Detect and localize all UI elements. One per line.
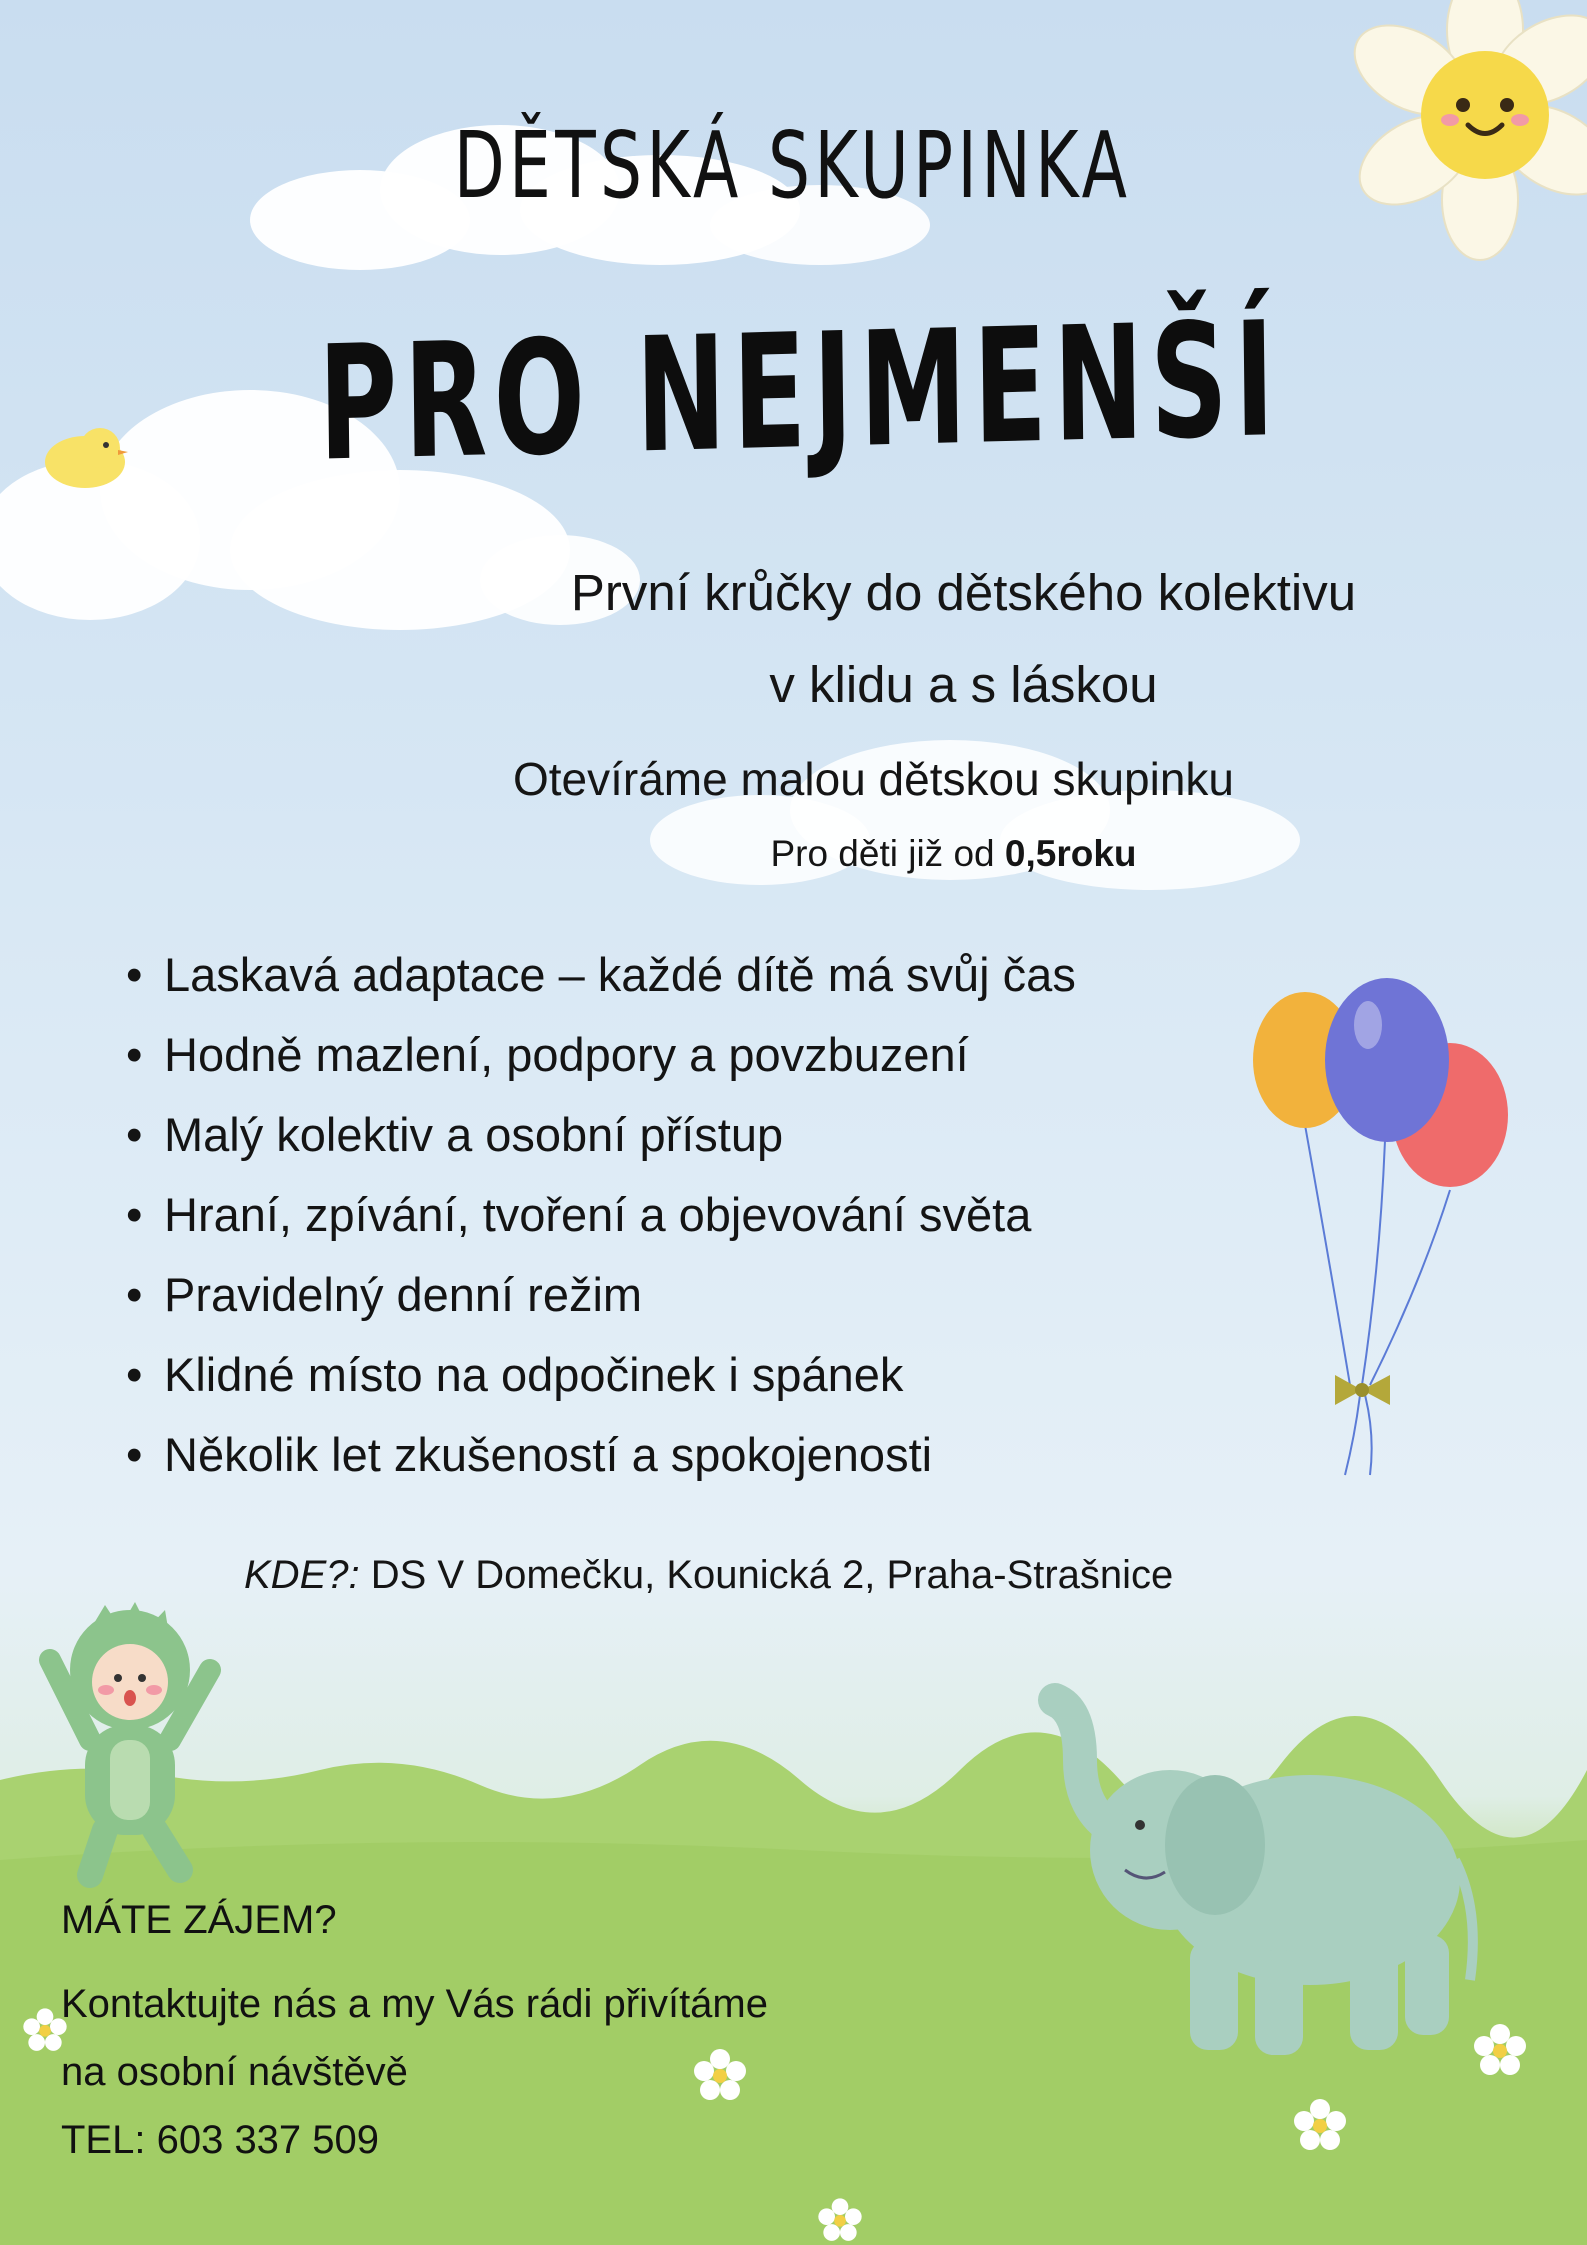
- elephant-icon: [1020, 1680, 1490, 2080]
- balloons-icon: [1250, 965, 1550, 1485]
- feature-item: • Pravidelný denní režim: [126, 1265, 1076, 1345]
- title-small: DĚTSKÁ SKUPINKA: [453, 112, 1132, 219]
- feature-list: [126, 945, 1076, 1505]
- daisy-icon: [1470, 2020, 1530, 2080]
- daisy-icon: [815, 2195, 865, 2245]
- contact-heading: MÁTE ZÁJEM?: [61, 1898, 337, 1942]
- age-value: 0,5roku: [1004, 833, 1137, 874]
- child-dinosaur-icon: [30, 1590, 250, 1880]
- contact-line-1: Kontaktujte nás a my Vás rádi přivítáme: [61, 1982, 768, 2026]
- location-label: KDE?:: [244, 1553, 360, 1597]
- feature-item: • Laskavá adaptace – každé dítě má svůj čas: [126, 945, 1076, 1025]
- feature-item: • Hraní, zpívání, tvoření a objevování světa: [126, 1185, 1076, 1265]
- intro-line-3: Otevíráme malou dětskou skupinku: [512, 753, 1235, 805]
- feature-item: • Hodně mazlení, podpory a povzbuzení: [126, 1025, 1076, 1105]
- feature-item: • Několik let zkušeností a spokojenosti: [126, 1425, 1076, 1505]
- location-line: [244, 1553, 1173, 1598]
- daisy-icon: [1290, 2095, 1350, 2155]
- feature-item: • Klidné místo na odpočinek i spánek: [126, 1345, 1076, 1425]
- location-address: DS V Domečku, Kounická 2, Praha-Strašnice: [359, 1553, 1174, 1597]
- intro-line-2: v klidu a s láskou: [769, 656, 1158, 713]
- sun-flower-icon: [1350, 0, 1587, 240]
- age-prefix: Pro děti již od: [770, 833, 1005, 874]
- feature-item: • Malý kolektiv a osobní přístup: [126, 1105, 1076, 1185]
- contact-line-2: na osobní návštěvě: [61, 2050, 408, 2094]
- daisy-icon: [690, 2045, 750, 2105]
- intro-line-1: První krůčky do dětského kolektivu: [570, 564, 1357, 621]
- title-large: PRO NEJMENŠÍ: [317, 287, 1283, 497]
- chick-icon: [40, 420, 130, 490]
- phone-number: TEL: 603 337 509: [61, 2118, 380, 2162]
- intro-line-4: [160, 833, 1587, 875]
